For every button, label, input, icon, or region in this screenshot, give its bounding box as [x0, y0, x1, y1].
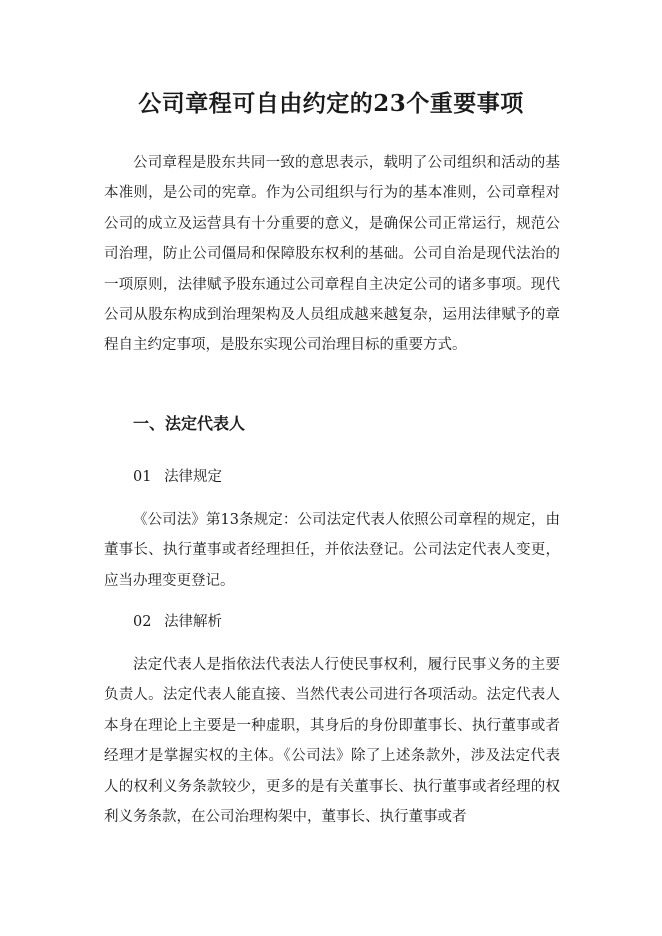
legal-analysis-paragraph: 法定代表人是指依法代表法人行使民事权利，履行民事义务的主要负责人。法定代表人能直接、当然代表公司进行各项活动。法定代表人本身在理论上主要是一种虚职，其身后的身份即董事长、执行董事或者经理才是掌握实权的主体。《公司法》除了上述条款外，涉及法定代表人的权利义务条款较少，更多的是有关董事长、执行董事或者经理的权利义务条款，在公司治理构架中，董事长、执行董事或者 — [104, 657, 560, 826]
subsection-title-legal-provision — [133, 465, 222, 489]
section-heading: 一、法定代表人 — [133, 414, 246, 433]
subsection-label: 法律规定 — [164, 469, 223, 485]
legal-provision-paragraph: 《公司法》第13条规定：公司法定代表人依照公司章程的规定，由董事长、执行董事或者经理担任，并依法登记。公司法定代表人变更，应当办理变更登记。 — [104, 512, 560, 589]
document-title: 公司章程可自由约定的23个重要事项 — [138, 90, 524, 117]
subsection-number: 01 — [133, 469, 152, 485]
subsection-number: 02 — [133, 614, 152, 630]
subsection-label: 法律解析 — [164, 614, 223, 630]
intro-paragraph: 公司章程是股东共同一致的意思表示，载明了公司组织和活动的基本准则，是公司的宪章。作为公司组织与行为的基本准则，公司章程对公司的成立及运营具有十分重要的意义，是确保公司正常运行，规范公司治理，防止公司僵局和保障股东权利的基础。公司自治是现代法治的一项原则，法律赋予股东通过公司章程自主决定公司的诸多事项。现代公司从股东构成到治理架构及人员组成越来越复杂，运用法律赋予的章程自主约定事项，是股东实现公司治理目标的重要方式。 — [104, 155, 560, 354]
subsection-title-legal-analysis — [133, 610, 222, 634]
